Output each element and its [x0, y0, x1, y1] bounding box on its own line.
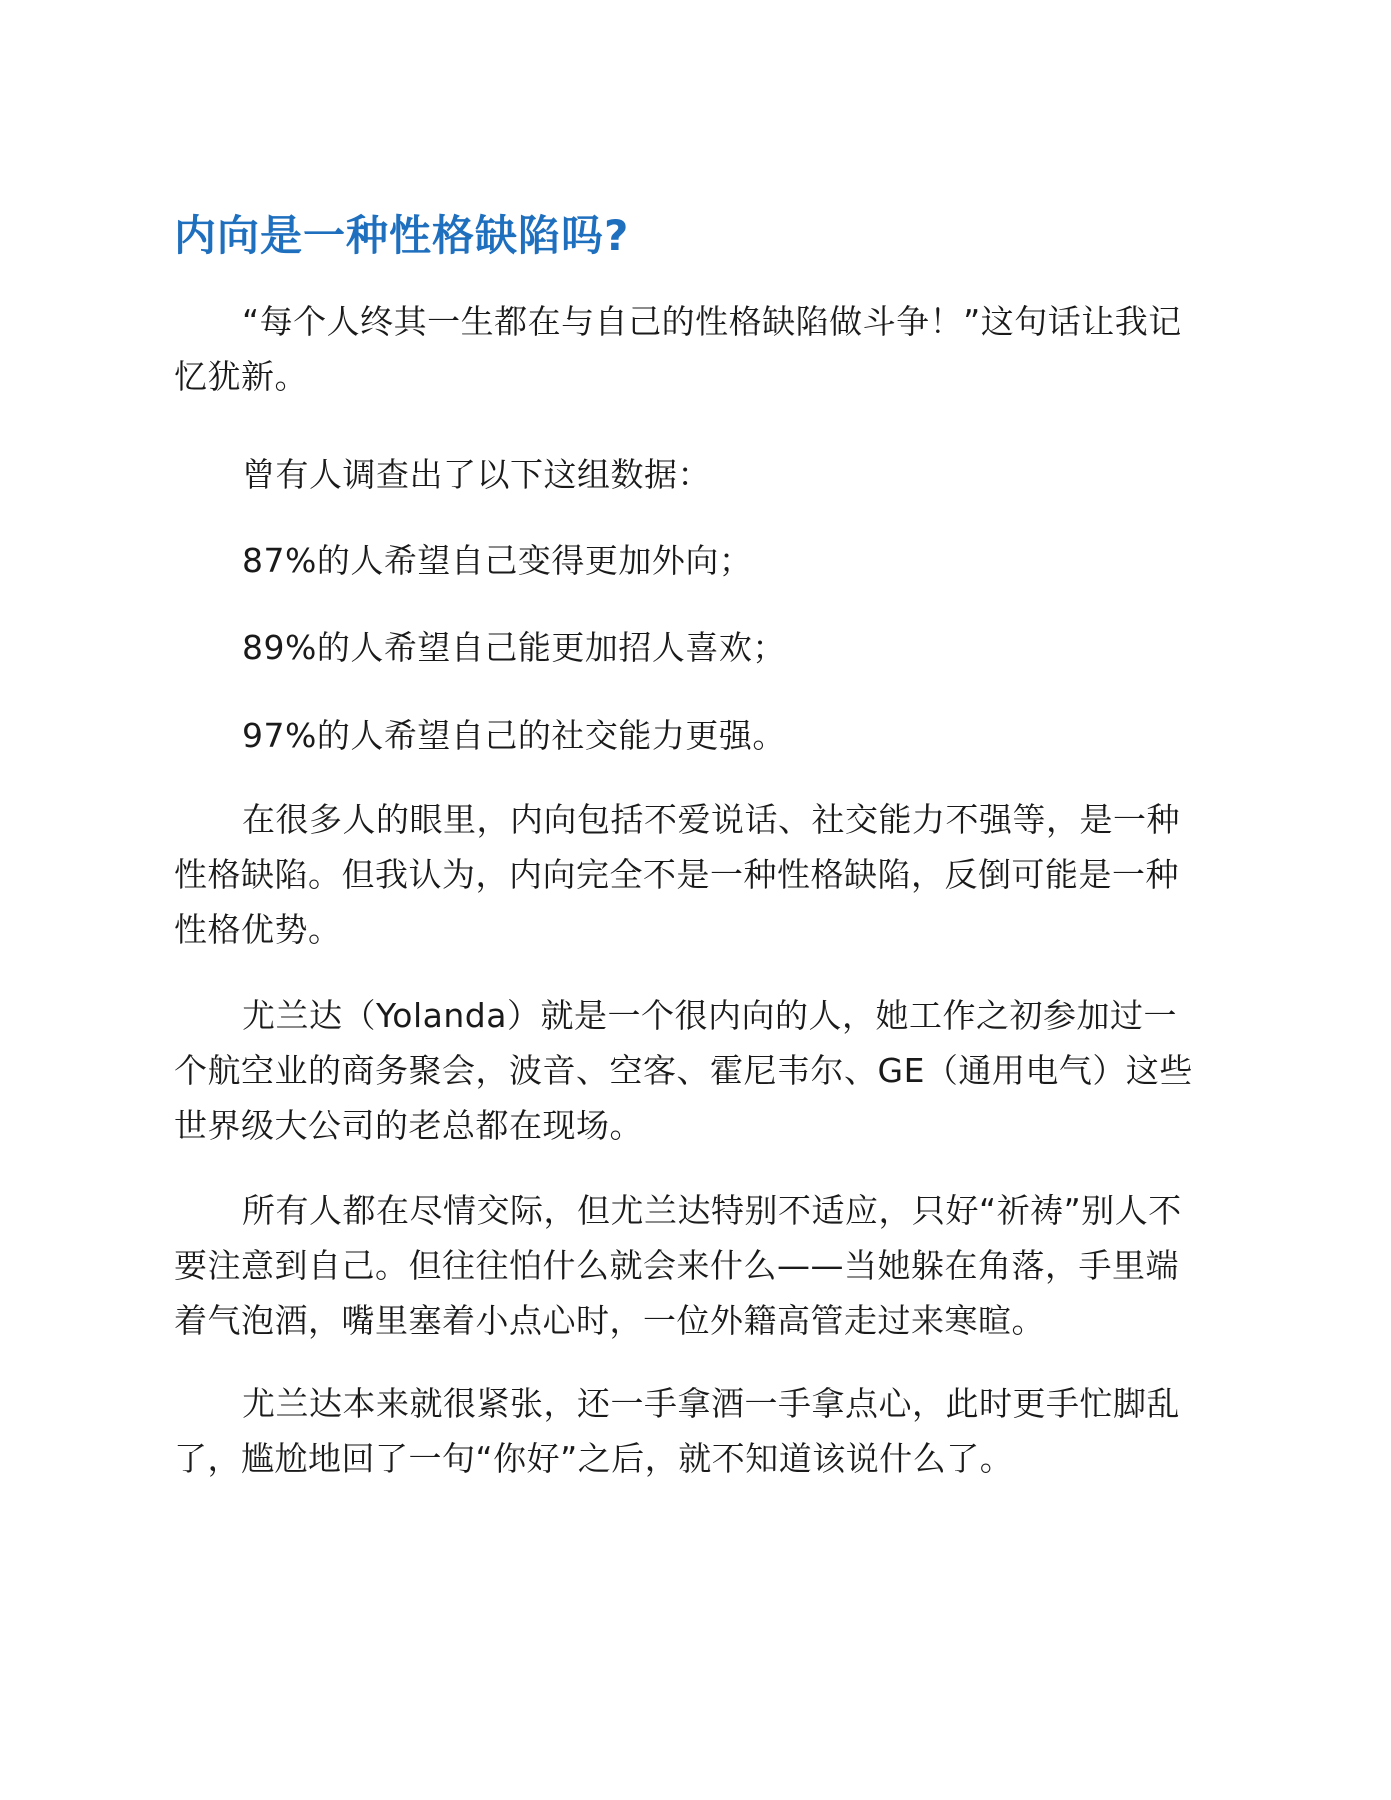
paragraph-stat-87: 87%的人希望自己变得更加外向； — [242, 541, 753, 580]
page-title: 内向是一种性格缺陷吗? — [174, 211, 630, 260]
paragraph-survey-intro: 曾有人调查出了以下这组数据： — [242, 455, 711, 494]
paragraph-yolanda-party: 所有人都在尽情交际，但尤兰达特别不适应，只好“祈祷”别人不要注意到自己。但往往怕什么就会来什么——当她躲在角落，手里端着气泡酒，嘴里塞着小点心时，一位外籍高管走过来寒暄。 — [174, 1191, 1182, 1340]
paragraph-yolanda-awkward: 尤兰达本来就很紧张，还一手拿酒一手拿点心，此时更手忙脚乱了，尴尬地回了一句“你好”之后，就不知道该说什么了。 — [174, 1384, 1180, 1478]
paragraph-introversion-view: 在很多人的眼里，内向包括不爱说话、社交能力不强等，是一种性格缺陷。但我认为，内向完全不是一种性格缺陷，反倒可能是一种性格优势。 — [174, 800, 1180, 949]
paragraph-yolanda-intro: 尤兰达（Yolanda）就是一个很内向的人，她工作之初参加过一个航空业的商务聚会，波音、空客、霍尼韦尔、GE（通用电气）这些世界级大公司的老总都在现场。 — [174, 996, 1193, 1145]
paragraph-stat-89: 89%的人希望自己能更加招人喜欢； — [242, 628, 786, 667]
paragraph-stat-97: 97%的人希望自己的社交能力更强。 — [242, 716, 786, 755]
paragraph-quote: “每个人终其一生都在与自己的性格缺陷做斗争！”这句话让我记忆犹新。 — [174, 302, 1182, 396]
